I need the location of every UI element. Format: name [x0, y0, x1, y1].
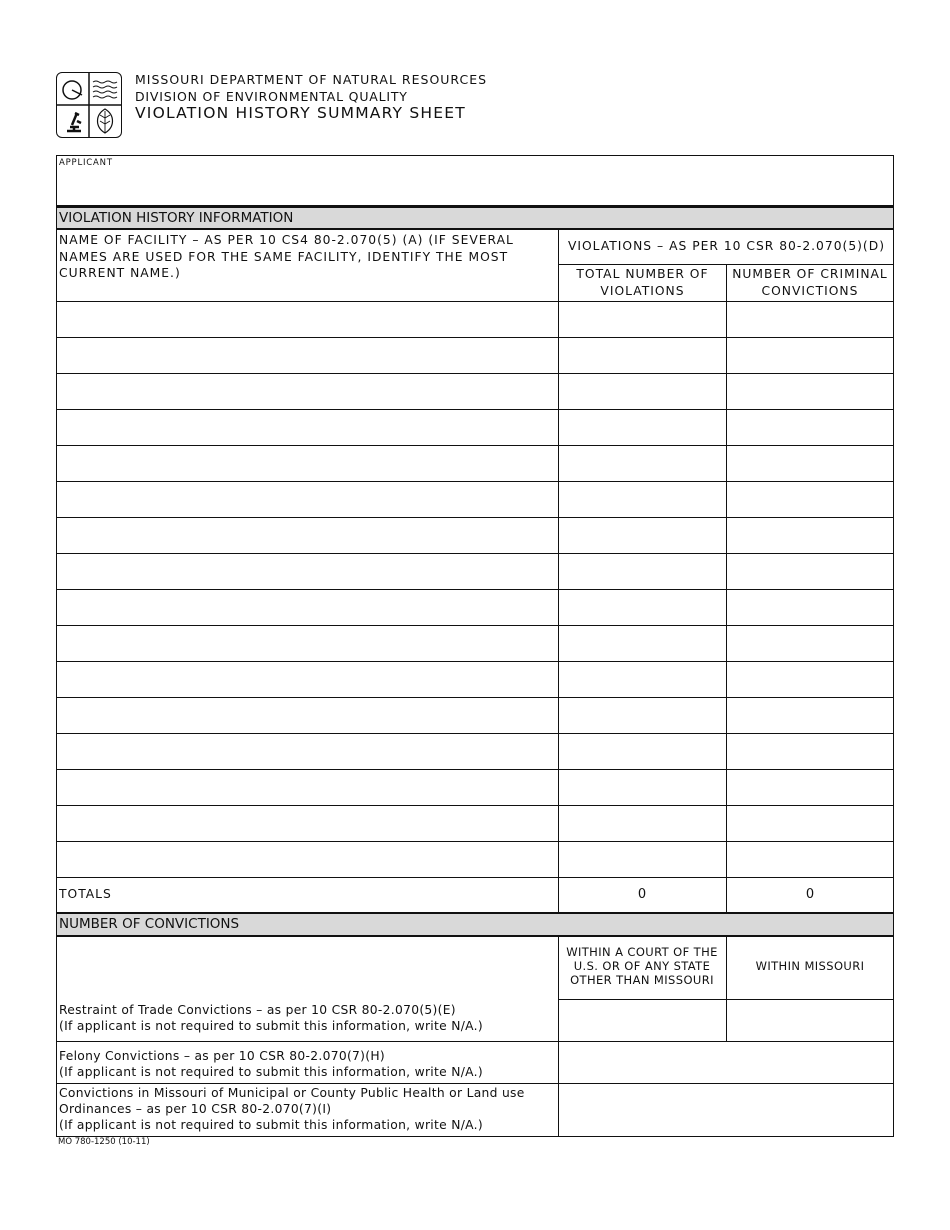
facility-name-input[interactable]: [57, 806, 557, 841]
violations-count-input[interactable]: [559, 374, 725, 409]
violation-history-heading: VIOLATION HISTORY INFORMATION: [56, 206, 894, 229]
violations-header: VIOLATIONS – AS PER 10 CSR 80-2.070(5)(D): [567, 239, 886, 253]
violations-count-input[interactable]: [559, 554, 725, 589]
facility-name-input[interactable]: [57, 734, 557, 769]
criminal-convictions-header: NUMBER OF CRIMINAL CONVICTIONS: [732, 267, 888, 298]
violations-count-input[interactable]: [559, 662, 725, 697]
facility-name-input[interactable]: [57, 554, 557, 589]
restraint-of-trade-label: Restraint of Trade Convictions – as per 10 CSR 80-2.070(5)(E): [59, 1003, 456, 1017]
number-of-convictions-heading: NUMBER OF CONVICTIONS: [56, 912, 894, 936]
violations-count-input[interactable]: [559, 734, 725, 769]
violations-count-input[interactable]: [559, 842, 725, 877]
restraint-of-trade-note: (If applicant is not required to submit this information, write N/A.): [59, 1019, 483, 1033]
violations-count-input[interactable]: [559, 770, 725, 805]
facility-name-input[interactable]: [57, 770, 557, 805]
convictions-count-input[interactable]: [727, 410, 893, 445]
facility-name-header: NAME OF FACILITY – AS PER 10 CS4 80-2.070(5) (A) (IF SEVERAL NAMES ARE USED FOR THE SAME FACILITY, IDENTIFY THE MOST CURRENT NAME.): [59, 233, 514, 280]
total-violations-header: TOTAL NUMBER OF VIOLATIONS: [576, 267, 709, 298]
restraint-within-missouri-input[interactable]: [727, 1000, 893, 1041]
facility-name-input[interactable]: [57, 302, 557, 337]
felony-convictions-label: Felony Convictions – as per 10 CSR 80-2.070(7)(H): [59, 1049, 386, 1063]
header-divider: [558, 264, 894, 265]
convictions-count-input[interactable]: [727, 554, 893, 589]
facility-name-input[interactable]: [57, 338, 557, 373]
felony-convictions-note: (If applicant is not required to submit this information, write N/A.): [59, 1065, 483, 1079]
facility-name-input[interactable]: [57, 698, 557, 733]
violations-count-input[interactable]: [559, 626, 725, 661]
total-violations-value[interactable]: 0: [637, 887, 647, 902]
convictions-count-input[interactable]: [727, 446, 893, 481]
facility-name-input[interactable]: [57, 446, 557, 481]
facility-name-input[interactable]: [57, 842, 557, 877]
convictions-count-input[interactable]: [727, 590, 893, 625]
applicant-field[interactable]: [56, 155, 894, 206]
form-title: VIOLATION HISTORY SUMMARY SHEET: [135, 104, 466, 122]
municipal-ordinance-label: Convictions in Missouri of Municipal or County Public Health or Land use Ordinances – as per 10 CSR 80-2.070(7)(I): [59, 1086, 525, 1117]
total-convictions-value[interactable]: 0: [805, 887, 815, 902]
form-number: MO 780-1250 (10-11): [58, 1137, 150, 1147]
convictions-count-input[interactable]: [727, 842, 893, 877]
convictions-count-input[interactable]: [727, 806, 893, 841]
violations-count-input[interactable]: [559, 302, 725, 337]
violations-count-input[interactable]: [559, 338, 725, 373]
convictions-count-input[interactable]: [727, 302, 893, 337]
violations-count-input[interactable]: [559, 410, 725, 445]
facility-name-input[interactable]: [57, 482, 557, 517]
felony-convictions-input[interactable]: [559, 1042, 893, 1083]
row-divider: [56, 877, 894, 878]
convictions-count-input[interactable]: [727, 770, 893, 805]
facility-name-input[interactable]: [57, 626, 557, 661]
totals-label: TOTALS: [59, 887, 112, 901]
municipal-ordinance-input[interactable]: [559, 1084, 893, 1136]
convictions-count-input[interactable]: [727, 338, 893, 373]
facility-name-input[interactable]: [57, 590, 557, 625]
agency-name: MISSOURI DEPARTMENT OF NATURAL RESOURCES: [135, 72, 488, 87]
violations-count-input[interactable]: [559, 806, 725, 841]
facility-name-input[interactable]: [57, 374, 557, 409]
dnr-logo: [56, 72, 122, 138]
convictions-count-input[interactable]: [727, 734, 893, 769]
convictions-count-input[interactable]: [727, 698, 893, 733]
convictions-count-input[interactable]: [727, 518, 893, 553]
division-name: DIVISION OF ENVIRONMENTAL QUALITY: [135, 89, 408, 104]
convictions-count-input[interactable]: [727, 626, 893, 661]
restraint-outside-missouri-input[interactable]: [559, 1000, 725, 1041]
violations-count-input[interactable]: [559, 590, 725, 625]
applicant-label: APPLICANT: [59, 158, 113, 168]
violations-count-input[interactable]: [559, 698, 725, 733]
outside-missouri-header: WITHIN A COURT OF THE U.S. OR OF ANY STATE OTHER THAN MISSOURI: [566, 945, 718, 987]
convictions-count-input[interactable]: [727, 482, 893, 517]
convictions-count-input[interactable]: [727, 662, 893, 697]
facility-name-input[interactable]: [57, 662, 557, 697]
facility-name-input[interactable]: [57, 518, 557, 553]
violations-count-input[interactable]: [559, 518, 725, 553]
violations-count-input[interactable]: [559, 482, 725, 517]
violations-count-input[interactable]: [559, 446, 725, 481]
facility-name-input[interactable]: [57, 410, 557, 445]
within-missouri-header: WITHIN MISSOURI: [755, 959, 865, 973]
convictions-count-input[interactable]: [727, 374, 893, 409]
municipal-ordinance-note: (If applicant is not required to submit this information, write N/A.): [59, 1118, 483, 1132]
